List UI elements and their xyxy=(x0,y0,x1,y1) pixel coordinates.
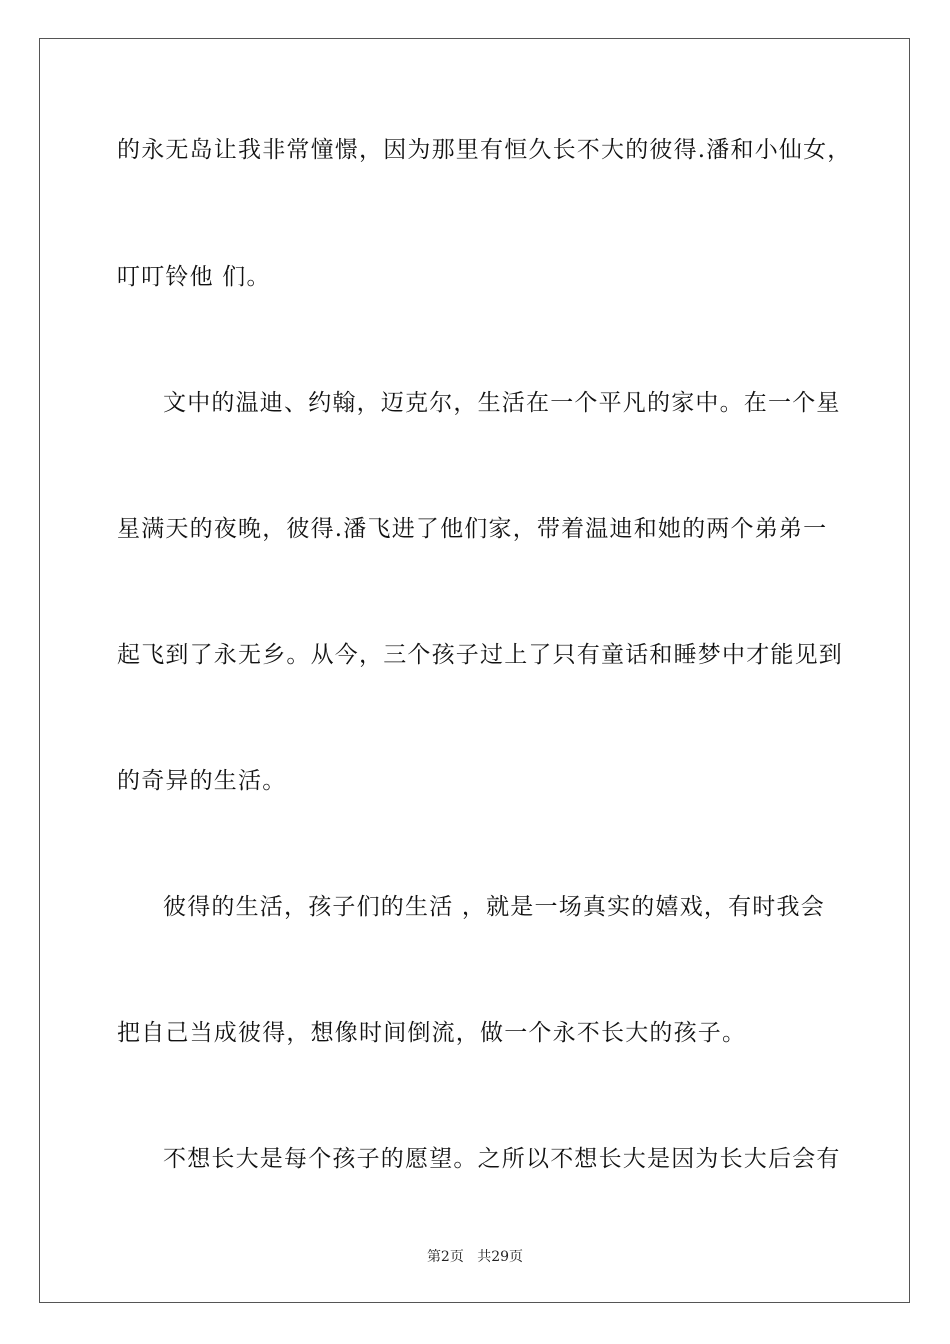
text-line-8: 把自己当成彼得，想像时间倒流，做一个永不长大的孩子。 xyxy=(117,1020,747,1046)
text-line-1: 的永无岛让我非常憧憬，因为那里有恒久长不大的彼得.潘和小仙女， xyxy=(117,137,852,163)
total-pages: 共29页 xyxy=(477,1249,524,1265)
text-line-9: 不想长大是每个孩子的愿望。之所以不想长大是因为长大后会有 xyxy=(163,1146,841,1172)
text-line-4: 星满天的夜晚，彼得.潘飞进了他们家，带着温迪和她的两个弟弟一 xyxy=(117,516,828,542)
text-line-2: 叮叮铃他 们。 xyxy=(117,264,271,290)
text-line-7: 彼得的生活，孩子们的生活 ，就是一场真实的嬉戏，有时我会 xyxy=(163,894,825,920)
text-line-5: 起飞到了永无乡。从今，三个孩子过上了只有童话和睡梦中才能见到 xyxy=(117,642,843,668)
page-frame xyxy=(39,38,910,1303)
page-footer xyxy=(0,1248,950,1266)
text-line-6: 的奇异的生活。 xyxy=(117,768,287,794)
page-number: 第2页 xyxy=(426,1249,464,1265)
text-line-3: 文中的温迪、约翰，迈克尔，生活在一个平凡的家中。在一个星 xyxy=(163,390,841,416)
